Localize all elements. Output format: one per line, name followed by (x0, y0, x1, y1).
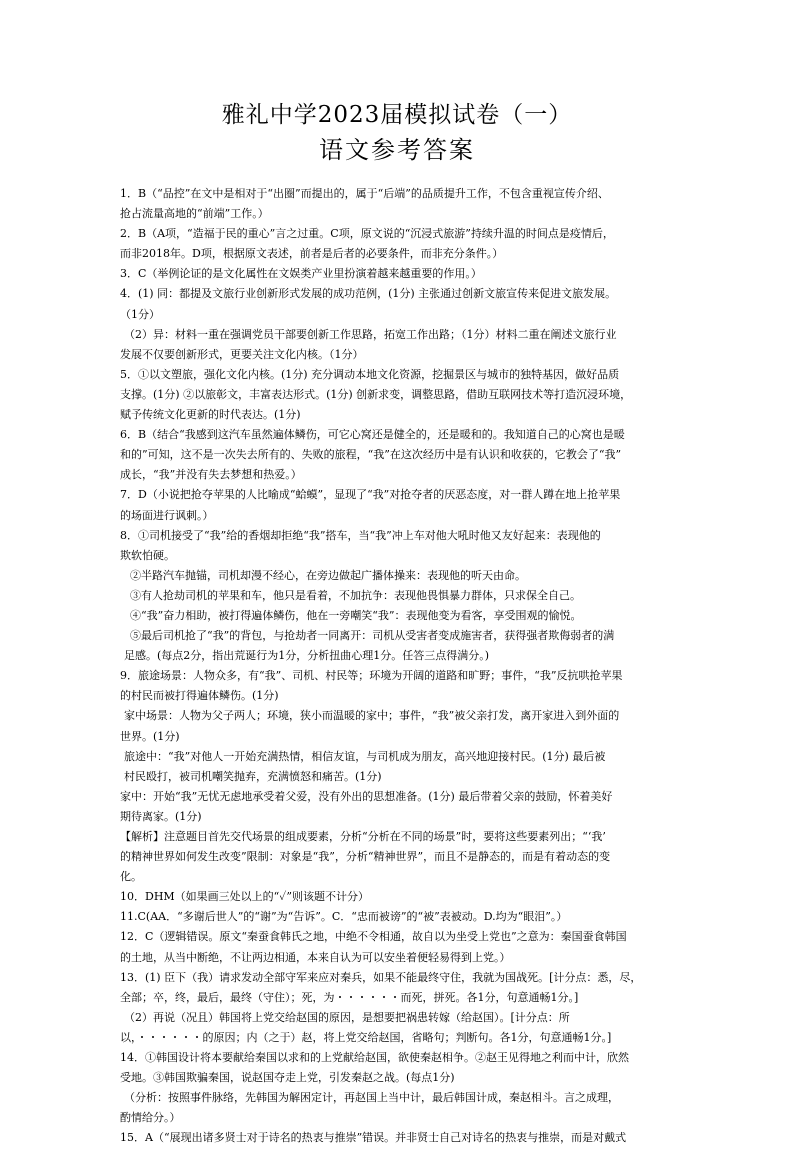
answer-line: 8．①司机接受了“我”给的香烟却拒绝“我”搭车，当“我”冲上车对他大吼时他又友好起来：表现他的 (120, 528, 601, 542)
answer-line: 化。 (120, 870, 142, 884)
answer-line: 酌情给分。） (120, 1111, 181, 1125)
answer-line: （2）再说（况且）韩国将上党交给赵国的原因，是想要把祸患转嫁（给赵国）。[计分点：所 (124, 1010, 570, 1024)
answer-body (120, 184, 688, 1149)
answer-line: 13．(1) 臣下（我）请求发动全部守军来应对秦兵，如果不能最终守住，我就为国战死。[计分点：悉，尽， (120, 970, 642, 984)
answer-line: 5．①以文塑旅，强化文化内核。(1分) 充分调动本地文化资源，挖掘景区与城市的独特基因，做好品质 (120, 367, 620, 381)
answer-line: 家中场景：人物为父子两人；环境，狭小而温暖的家中；事件，“我”被父亲打发，离开家进入到外面的 (124, 709, 620, 723)
answer-line: 足感。(每点2分，指出荒诞行为1分，分析扭曲心理1分。任答三点得满分。) (124, 649, 490, 663)
answer-line: ⑤最后司机抢了“我”的背包，与抢劫者一同离开：司机从受害者变成施害者，获得强者欺侮弱者的满 (130, 629, 615, 643)
answer-line: （2）异：材料一重在强调党员干部要创新工作思路，拓宽工作出路；（1分）材料二重在阐述文旅行业 (124, 327, 617, 341)
answer-line: 期待离家。(1分) (120, 809, 202, 823)
answer-line: 村民殴打，被司机嘲笑抛弃，充满愤怒和痛苦。(1分) (124, 769, 382, 783)
answer-line: 2．B（A项，“造福于民的重心”言之过重。C项，原文说的“沉浸式旅游”持续升温的时间点是疫情后， (120, 227, 614, 241)
answer-line: （1分） (120, 307, 160, 321)
answer-line: 3．C（举例论证的是文化属性在文娱类产业里扮演着越来越重要的作用。） (120, 267, 482, 281)
answer-line: 而非2018年。D项，根据原文表述，前者是后者的必要条件，而非充分条件。） (120, 247, 504, 261)
answer-line: 1．B（“品控”在文中是相对于“出圈”而提出的，属于“后端”的品质提升工作，不包含重视宣传介绍、 (120, 187, 609, 200)
answer-line: 以，・・・・・・的原因；内（之于）赵，将上党交给赵国，省略句；判断句。各1分，句意通畅1分。] (120, 1030, 612, 1044)
answer-line: 成长，“我”并没有失去梦想和热爱。） (120, 468, 302, 482)
answer-line: （分析：按照事件脉络，先韩国为解困定计，再赵国上当中计，最后韩国计成，秦赵相斗。言之成理， (124, 1091, 619, 1105)
document-subtitle: 语文参考答案 (319, 136, 475, 164)
answer-line: ④“我”奋力相助，被打得遍体鳞伤，他在一旁嘲笑“我”：表现他变为看客，享受围观的愉悦。 (130, 608, 582, 622)
answer-line: 全部；卒，终，最后，最终（守住）；死，为・・・・・・而死，拼死。各1分，句意通畅1分。] (120, 990, 579, 1004)
answer-line: 10．DHM（如果画三处以上的“✓”则该题不计分） (120, 890, 370, 904)
answer-line: 受地。③韩国欺骗秦国，说赵国夺走上党，引发秦赵之战。(每点1分) (120, 1071, 455, 1085)
answer-line: 支撑。(1分) ②以旅彰文，丰富表达形式。(1分) 创新求变，调整思路，借助互联网技术等打造沉浸环境， (120, 387, 632, 401)
answer-line: 9．旅途场景：人物众多，有“我”、司机、村民等；环境为开阔的道路和旷野；事件，“我”反抗哄抢苹果 (120, 669, 623, 683)
answer-line: 12．C（逻辑错误。原文“秦蚕食韩氏之地，中绝不令相通，故自以为坐受上党也”之意为：秦国蚕食韩国 (120, 930, 627, 944)
answer-line: 抢占流量高地的“前端”工作。） (120, 207, 269, 221)
answer-line: 11.C(AA．“多谢后世人”的“谢”为“告诉”。C．“忠而被谤”的“被”表被动。D.均为“眼泪”。） (120, 910, 568, 924)
answer-line: 【解析】注意题目首先交代场景的组成要素，分析“分析在不同的场景”时，要将这些要素列出；“‘我’ (120, 830, 606, 843)
answer-line: ②半路汽车抛锚，司机却漫不经心，在旁边做起广播体操来：表现他的听天由命。 (130, 568, 526, 582)
answer-line: 的精神世界如何发生改变”限制：对象是“我”，分析“精神世界”，而且不是静态的，而是有着动态的变 (120, 850, 611, 864)
answer-line: 和的”可知，这不是一次失去所有的、失败的旅程，“我”在这次经历中是有认识和收获的，它教会了“我” (120, 448, 622, 462)
answer-line: 15．A（“展现出诸多贤士对于诗名的热衷与推崇”错误。并非贤士自己对诗名的热衷与推崇，而是对戴式 (120, 1131, 627, 1145)
answer-line: 4．(1) 同：都提及文旅行业创新形式发展的成功范例，(1分) 主张通过创新文旅宣传来促进文旅发展。 (120, 287, 617, 301)
answer-line: 6．B（结合“我感到这汽车虽然遍体鳞伤，可它心窝还是健全的，还是暖和的。我知道自己的心窝也是暖 (120, 428, 625, 442)
answer-line: 发展不仅要创新形式，更要关注文化内核。（1分） (120, 347, 364, 361)
answer-line: ③有人抢劫司机的苹果和车，他只是看着，不加抗争：表现他畏惧暴力群体，只求保全自己。 (130, 588, 581, 602)
answer-line: 7．D（小说把抢夺苹果的人比喻成“蛤蟆”，显现了“我”对抢夺者的厌恶态度，对一群人蹲在地上抢苹果 (120, 488, 621, 502)
answer-line: 的场面进行讽刺。） (120, 508, 214, 522)
answer-line: 世界。(1分) (120, 729, 180, 743)
answer-line: 的土地，从当中断绝，不让两边相通，本来自认为可以安坐着便轻易得到上党。） (120, 950, 511, 964)
answer-line: 旅途中：“我”对他人一开始充满热情，相信友谊，与司机成为朋友，高兴地迎接村民。(1分) 最后被 (124, 749, 606, 763)
answer-line: 14．①韩国设计将本要献给秦国以求和的上党献给赵国，欲使秦赵相争。②赵王见得地之利而中计，欣然 (120, 1051, 629, 1065)
answer-line: 的村民而被打得遍体鳞伤。(1分) (120, 689, 279, 703)
document-title: 雅礼中学2023届模拟试卷（一） (221, 102, 573, 128)
answer-line: 赋予传统文化更新的时代表达。(1分) (120, 408, 301, 422)
answer-line: 家中：开始“我”无忧无虑地承受着父爱，没有外出的思想准备。(1分) 最后带着父亲的鼓励，怀着美好 (120, 789, 613, 803)
answer-line: 欺软怕硬。 (120, 548, 175, 562)
